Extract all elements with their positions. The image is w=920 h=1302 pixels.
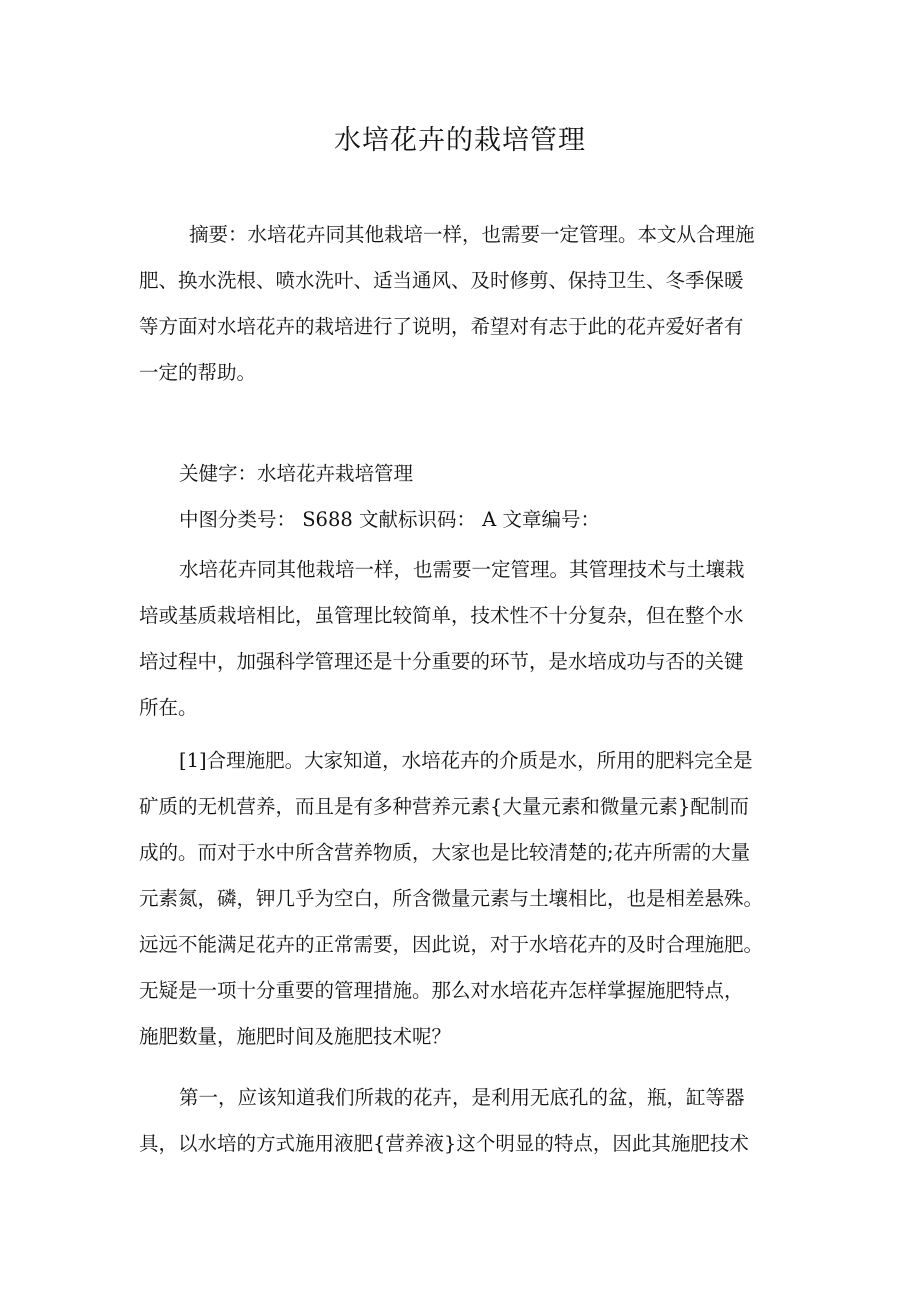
paragraph-line: 具，以水培的方式施用液肥{营养液}这个明显的特点，因此其施肥技术: [139, 1132, 749, 1155]
paragraph-line: 水培花卉同其他栽培一样，也需要一定管理。其管理技术与土壤栽: [179, 558, 745, 581]
abstract-line: 等方面对水培花卉的栽培进行了说明，希望对有志于此的花卉爱好者有: [139, 315, 744, 338]
paragraph-line: 培或基质栽培相比，虽管理比较简单，技术性不十分复杂，但在整个水: [139, 604, 744, 627]
abstract: [139, 212, 789, 396]
paragraph-line: 施肥数量，施肥时间及施肥技术呢？: [139, 1025, 452, 1048]
abstract-line: 摘要：水培花卉同其他栽培一样，也需要一定管理。本文从合理施: [189, 223, 755, 246]
abstract-line: 肥、换水洗根、喷水洗叶、适当通风、及时修剪、保持卫生、冬季保暖: [139, 269, 744, 292]
paragraph-intro: [139, 547, 789, 731]
paragraph-line: 元素氮，磷，钾几乎为空白，所含微量元素与土壤相比，也是相差悬殊。: [139, 887, 764, 910]
paragraph-line: 培过程中，加强科学管理还是十分重要的环节，是水培成功与否的关键: [139, 650, 744, 673]
paragraph-line: 成的。而对于水中所含营养物质，大家也是比较清楚的;花卉所需的大量: [139, 841, 751, 864]
keywords-line: 关健字：水培花卉栽培管理: [179, 462, 414, 485]
paragraph-line: 所在。: [139, 696, 198, 719]
classification-line: 中图分类号： S688 文献标识码： A 文章编号：: [179, 508, 600, 531]
paragraph-line: 无疑是一项十分重要的管理措施。那么对水培花卉怎样掌握施肥特点，: [139, 979, 744, 1002]
abstract-line: 一定的帮助。: [139, 361, 257, 384]
paragraph-first-point: [139, 1075, 789, 1167]
paragraph-line: [1]合理施肥。大家知道，水培花卉的介质是水，所用的肥料完全是: [179, 749, 753, 772]
paragraph-line: 远远不能满足花卉的正常需要，因此说，对于水培花卉的及时合理施肥。: [139, 933, 764, 956]
paragraph-fertilizing: [139, 738, 789, 1060]
paragraph-line: 第一，应该知道我们所栽的花卉，是利用无底孔的盆，瓶，缸等器: [179, 1086, 745, 1109]
document-title: 水培花卉的栽培管理: [334, 125, 586, 156]
paragraph-line: 矿质的无机营养，而且是有多种营养元素{大量元素和微量元素}配制而: [139, 795, 749, 818]
keywords: [139, 451, 789, 543]
